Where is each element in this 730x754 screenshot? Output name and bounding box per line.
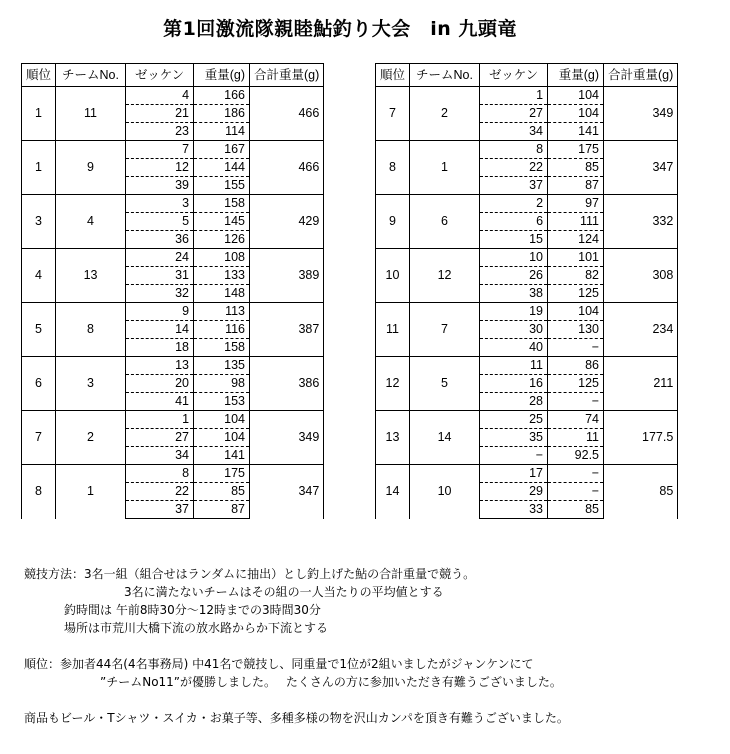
total-cell: 386 xyxy=(250,357,324,411)
table-row xyxy=(376,357,678,375)
weight-cell: 141 xyxy=(548,123,604,141)
weight-cell: 155 xyxy=(194,177,250,195)
rank-cell: 8 xyxy=(22,465,56,519)
total-cell: 429 xyxy=(250,195,324,249)
total-cell: 349 xyxy=(250,411,324,465)
weight-cell: 87 xyxy=(548,177,604,195)
table-row xyxy=(22,87,324,105)
weight-cell: 92.5 xyxy=(548,447,604,465)
team-cell: 2 xyxy=(410,87,480,141)
weight-cell: 145 xyxy=(194,213,250,231)
zekken-cell: 14 xyxy=(126,321,194,339)
weight-cell: 85 xyxy=(194,483,250,501)
zekken-cell: 6 xyxy=(480,213,548,231)
team-cell: 7 xyxy=(410,303,480,357)
table-row xyxy=(22,141,324,159)
rank-cell: 1 xyxy=(22,141,56,195)
total-cell: 349 xyxy=(604,87,678,141)
zekken-cell: 2 xyxy=(480,195,548,213)
zekken-cell: 34 xyxy=(480,123,548,141)
table-row xyxy=(376,87,678,105)
weight-cell: 130 xyxy=(548,321,604,339)
weight-cell: 114 xyxy=(194,123,250,141)
zekken-cell: 23 xyxy=(126,123,194,141)
zekken-cell: 25 xyxy=(480,411,548,429)
zekken-cell: 20 xyxy=(126,375,194,393)
note-ranking-1: 順位：参加者44名(4名事務局) 中41名で競技し、同重量で1位が2組いましたがジャンケンにて xyxy=(24,657,534,671)
weight-cell: − xyxy=(548,339,604,357)
zekken-cell: 22 xyxy=(480,159,548,177)
header-total: 合計重量(g) xyxy=(604,64,678,87)
zekken-cell: 27 xyxy=(480,105,548,123)
weight-cell: 153 xyxy=(194,393,250,411)
zekken-cell: 9 xyxy=(126,303,194,321)
weight-cell: 85 xyxy=(548,159,604,177)
weight-cell: 125 xyxy=(548,375,604,393)
zekken-cell: 17 xyxy=(480,465,548,483)
zekken-cell: 22 xyxy=(126,483,194,501)
total-cell: 347 xyxy=(604,141,678,195)
zekken-cell: 33 xyxy=(480,501,548,519)
table-row xyxy=(22,303,324,321)
rank-cell: 5 xyxy=(22,303,56,357)
notes-section xyxy=(24,565,569,727)
zekken-cell: 28 xyxy=(480,393,548,411)
weight-cell: 97 xyxy=(548,195,604,213)
weight-cell: 86 xyxy=(548,357,604,375)
results-table-left xyxy=(21,63,324,519)
weight-cell: 135 xyxy=(194,357,250,375)
team-cell: 1 xyxy=(410,141,480,195)
weight-cell: 113 xyxy=(194,303,250,321)
weight-cell: 116 xyxy=(194,321,250,339)
team-cell: 4 xyxy=(56,195,126,249)
rank-cell: 7 xyxy=(22,411,56,465)
zekken-cell: 30 xyxy=(480,321,548,339)
weight-cell: 125 xyxy=(548,285,604,303)
zekken-cell: 26 xyxy=(480,267,548,285)
weight-cell: 186 xyxy=(194,105,250,123)
weight-cell: 85 xyxy=(548,501,604,519)
zekken-cell: 37 xyxy=(480,177,548,195)
weight-cell: − xyxy=(548,483,604,501)
note-ranking-2: ”チームNo11”が優勝しました。 たくさんの方に参加いただき有難うございました。 xyxy=(100,675,562,689)
zekken-cell: 10 xyxy=(480,249,548,267)
rank-cell: 13 xyxy=(376,411,410,465)
rank-cell: 1 xyxy=(22,87,56,141)
rank-cell: 6 xyxy=(22,357,56,411)
weight-cell: 175 xyxy=(194,465,250,483)
zekken-cell: 24 xyxy=(126,249,194,267)
zekken-cell: 34 xyxy=(126,447,194,465)
zekken-cell: 4 xyxy=(126,87,194,105)
zekken-cell: 37 xyxy=(126,501,194,519)
zekken-cell: 31 xyxy=(126,267,194,285)
weight-cell: 158 xyxy=(194,339,250,357)
header-zekken: ゼッケン xyxy=(126,64,194,87)
zekken-cell: 40 xyxy=(480,339,548,357)
header-team: チームNo. xyxy=(56,64,126,87)
zekken-cell: 41 xyxy=(126,393,194,411)
zekken-cell: 12 xyxy=(126,159,194,177)
zekken-cell: 1 xyxy=(126,411,194,429)
zekken-cell: 11 xyxy=(480,357,548,375)
weight-cell: 144 xyxy=(194,159,250,177)
weight-cell: 108 xyxy=(194,249,250,267)
page-title: 第1回激流隊親睦鮎釣り大会 in 九頭竜 xyxy=(163,18,517,40)
total-cell: 347 xyxy=(250,465,324,519)
zekken-cell: 8 xyxy=(480,141,548,159)
weight-cell: 175 xyxy=(548,141,604,159)
team-cell: 11 xyxy=(56,87,126,141)
weight-cell: 104 xyxy=(548,303,604,321)
table-row xyxy=(376,411,678,429)
zekken-cell: 38 xyxy=(480,285,548,303)
team-cell: 5 xyxy=(410,357,480,411)
total-cell: 387 xyxy=(250,303,324,357)
team-cell: 14 xyxy=(410,411,480,465)
weight-cell: − xyxy=(548,465,604,483)
zekken-cell: 15 xyxy=(480,231,548,249)
zekken-cell: 3 xyxy=(126,195,194,213)
table-header-row xyxy=(22,64,324,87)
total-cell: 332 xyxy=(604,195,678,249)
rank-cell: 3 xyxy=(22,195,56,249)
rank-cell: 8 xyxy=(376,141,410,195)
team-cell: 3 xyxy=(56,357,126,411)
zekken-cell: 18 xyxy=(126,339,194,357)
zekken-cell: 27 xyxy=(126,429,194,447)
zekken-cell: 1 xyxy=(480,87,548,105)
weight-cell: 104 xyxy=(194,429,250,447)
weight-cell: 74 xyxy=(548,411,604,429)
total-cell: 234 xyxy=(604,303,678,357)
rank-cell: 7 xyxy=(376,87,410,141)
total-cell: 85 xyxy=(604,465,678,519)
table-row xyxy=(376,141,678,159)
weight-cell: 167 xyxy=(194,141,250,159)
team-cell: 8 xyxy=(56,303,126,357)
team-cell: 6 xyxy=(410,195,480,249)
rank-cell: 14 xyxy=(376,465,410,519)
note-prizes: 商品もビール・Tシャツ・スイカ・お菓子等、多種多様の物を沢山カンパを頂き有難うございました。 xyxy=(24,711,569,725)
table-row xyxy=(22,465,324,483)
team-cell: 1 xyxy=(56,465,126,519)
zekken-cell: 35 xyxy=(480,429,548,447)
rank-cell: 9 xyxy=(376,195,410,249)
weight-cell: 126 xyxy=(194,231,250,249)
weight-cell: 124 xyxy=(548,231,604,249)
table-row xyxy=(376,303,678,321)
note-method-4: 場所は市荒川大橋下流の放水路からか下流とする xyxy=(64,621,329,635)
zekken-cell: 13 xyxy=(126,357,194,375)
weight-cell: 133 xyxy=(194,267,250,285)
rank-cell: 10 xyxy=(376,249,410,303)
team-cell: 10 xyxy=(410,465,480,519)
header-weight: 重量(g) xyxy=(548,64,604,87)
note-method-3: 釣時間は 午前8時30分～12時までの3時間30分 xyxy=(64,603,321,617)
weight-cell: 111 xyxy=(548,213,604,231)
header-team: チームNo. xyxy=(410,64,480,87)
rank-cell: 4 xyxy=(22,249,56,303)
total-cell: 211 xyxy=(604,357,678,411)
weight-cell: 148 xyxy=(194,285,250,303)
team-cell: 2 xyxy=(56,411,126,465)
table-row xyxy=(376,249,678,267)
total-cell: 177.5 xyxy=(604,411,678,465)
table-row xyxy=(22,195,324,213)
weight-cell: 104 xyxy=(548,87,604,105)
weight-cell: 98 xyxy=(194,375,250,393)
team-cell: 12 xyxy=(410,249,480,303)
zekken-cell: 8 xyxy=(126,465,194,483)
weight-cell: 11 xyxy=(548,429,604,447)
weight-cell: 104 xyxy=(548,105,604,123)
rank-cell: 12 xyxy=(376,357,410,411)
zekken-cell: 7 xyxy=(126,141,194,159)
header-total: 合計重量(g) xyxy=(250,64,324,87)
table-row xyxy=(22,411,324,429)
zekken-cell: 5 xyxy=(126,213,194,231)
header-weight: 重量(g) xyxy=(194,64,250,87)
table-row xyxy=(376,195,678,213)
weight-cell: 82 xyxy=(548,267,604,285)
total-cell: 466 xyxy=(250,87,324,141)
total-cell: 389 xyxy=(250,249,324,303)
rank-cell: 11 xyxy=(376,303,410,357)
weight-cell: 158 xyxy=(194,195,250,213)
zekken-cell: 39 xyxy=(126,177,194,195)
zekken-cell: 29 xyxy=(480,483,548,501)
header-zekken: ゼッケン xyxy=(480,64,548,87)
zekken-cell: 36 xyxy=(126,231,194,249)
weight-cell: 166 xyxy=(194,87,250,105)
table-row xyxy=(22,249,324,267)
note-method-1: 競技方法：3名一組（組合せはランダムに抽出）とし釣上げた鮎の合計重量で競う。 xyxy=(24,567,476,581)
weight-cell: − xyxy=(548,393,604,411)
weight-cell: 141 xyxy=(194,447,250,465)
team-cell: 13 xyxy=(56,249,126,303)
results-table-right xyxy=(375,63,678,519)
zekken-cell: 32 xyxy=(126,285,194,303)
header-rank: 順位 xyxy=(376,64,410,87)
weight-cell: 87 xyxy=(194,501,250,519)
table-row xyxy=(22,357,324,375)
note-method-2: 3名に満たないチームはその組の一人当たりの平均値とする xyxy=(124,585,444,599)
total-cell: 466 xyxy=(250,141,324,195)
header-rank: 順位 xyxy=(22,64,56,87)
team-cell: 9 xyxy=(56,141,126,195)
zekken-cell: 21 xyxy=(126,105,194,123)
weight-cell: 104 xyxy=(194,411,250,429)
zekken-cell: − xyxy=(480,447,548,465)
table-row xyxy=(376,465,678,483)
table-header-row xyxy=(376,64,678,87)
zekken-cell: 16 xyxy=(480,375,548,393)
weight-cell: 101 xyxy=(548,249,604,267)
zekken-cell: 19 xyxy=(480,303,548,321)
total-cell: 308 xyxy=(604,249,678,303)
